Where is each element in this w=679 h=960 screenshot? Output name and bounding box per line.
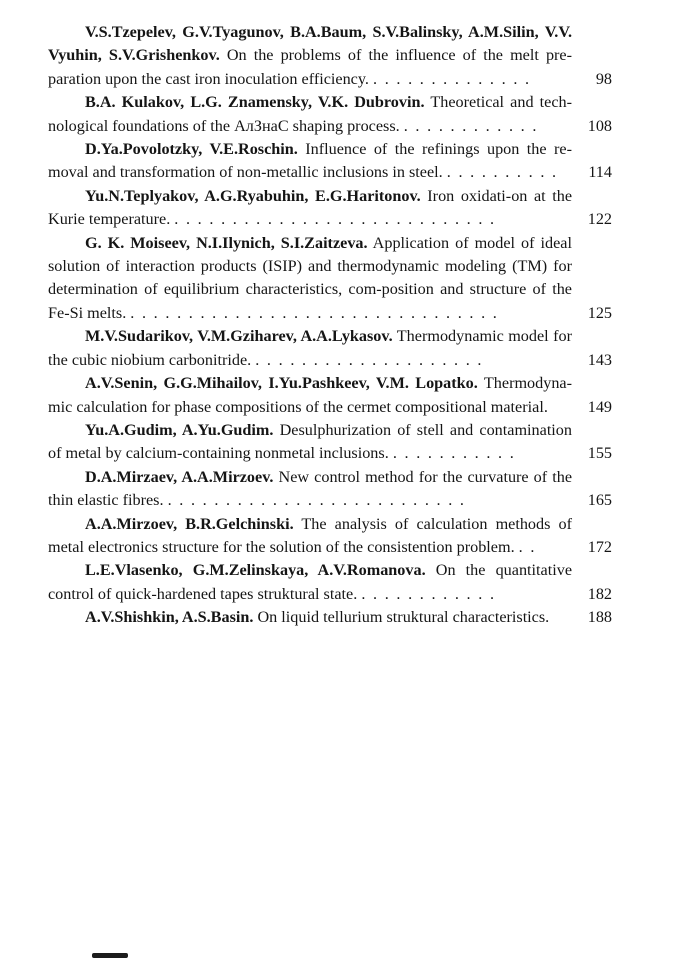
entry-authors: A.V.Shishkin, A.S.Basin.	[85, 608, 254, 627]
toc-entry	[48, 91, 612, 138]
entry-title: Thermodyna-mic calculation for phase compositions of the cermet compositional material.	[48, 374, 573, 416]
entry-text	[48, 91, 572, 138]
toc-entry	[48, 185, 612, 232]
dot-leader: . . . . . . . . . . .	[392, 444, 516, 463]
entry-page-number: 188	[587, 608, 612, 627]
entry-authors: A.V.Senin, G.G.Mihailov, I.Yu.Pashkeev, V.M. Lopatko.	[85, 374, 478, 393]
entry-page-number: 98	[595, 69, 612, 88]
entry-title: New control method for the curvature of the thin elastic fibres.	[48, 467, 573, 510]
entry-title: On liquid tellurium struktural characteristics.	[257, 608, 550, 627]
entry-text	[48, 232, 572, 326]
entry-text	[48, 559, 572, 606]
scan-artifact-mark	[92, 953, 128, 958]
toc-entry	[48, 606, 612, 629]
entry-authors: D.Ya.Povolotzky, V.E.Roschin.	[85, 140, 298, 159]
entry-text	[48, 466, 572, 513]
entry-page-number: 182	[587, 584, 612, 603]
toc-entry	[48, 513, 612, 560]
toc-entry	[48, 466, 612, 513]
entry-authors: M.V.Sudarikov, V.M.Gziharev, A.A.Lykasov.	[85, 327, 393, 346]
entry-title: On the problems of the influence of the melt pre-paration upon the cast iron inoculation efficiency.	[48, 46, 572, 88]
entry-text	[48, 325, 572, 372]
toc-entry	[48, 559, 612, 606]
dot-leader: . . . . . . . . . . . . . . . . . . . . . . . . . .	[167, 491, 466, 510]
entry-authors: L.E.Vlasenko, G.M.Zelinskaya, A.V.Romanova.	[85, 561, 426, 580]
entry-text	[48, 185, 572, 232]
entry-page-number: 143	[587, 350, 612, 369]
table-of-contents	[48, 21, 612, 630]
toc-entry	[48, 325, 612, 372]
entry-title: Iron oxidati-on at the Kurie temperature.	[48, 186, 573, 229]
entry-authors: Yu.A.Gudim, A.Yu.Gudim.	[85, 420, 274, 439]
dot-leader: . . . . . . . . . . . . . . . . . . . . . . . . . . . . . . . .	[130, 303, 499, 322]
entry-title: Desulphurization of stell and contamination of metal by calcium-containing nonmetal inclusions.	[48, 420, 572, 463]
dot-leader: . . . . . . . . . . . . . .	[373, 69, 531, 88]
entry-authors: Yu.N.Teplyakov, A.G.Ryabuhin, E.G.Haritonov.	[85, 186, 421, 205]
dot-leader: . . . . . . . . . .	[446, 163, 558, 182]
toc-entry	[48, 232, 612, 326]
toc-entry	[48, 21, 612, 91]
toc-entry	[48, 419, 612, 466]
entry-title: Influence of the refinings upon the re-moval and transformation of non-metallic inclusions in steel.	[48, 140, 572, 182]
entry-authors: B.A. Kulakov, L.G. Znamensky, V.K. Dubrovin.	[85, 93, 425, 112]
entry-page-number: 114	[588, 163, 612, 182]
entry-authors: G. K. Moiseev, N.I.Ilynich, S.I.Zaitzeva.	[85, 233, 368, 252]
entry-page-number: 108	[587, 116, 612, 135]
dot-leader: . . . . . . . . . . . .	[403, 116, 539, 135]
entry-title: Application of model of ideal solution of interaction products (ISIP) and thermodynamic modeling (TM) for determination of equilibrium characteristics, com-position and structure of the Fe-Si melts.	[48, 233, 572, 322]
dot-leader: . . . . . . . . . . . . . . . . . . . .	[255, 350, 484, 369]
entry-authors: V.S.Tzepelev, G.V.Tyagunov, B.A.Baum, S.V.Balinsky, A.M.Silin, V.V. Vyuhin, S.V.Grishenkov.	[48, 23, 572, 65]
entry-text	[48, 606, 572, 629]
entry-title: On the quantitative control of quick-hardened tapes struktural state.	[48, 561, 573, 603]
entry-page-number: 165	[587, 491, 612, 510]
entry-text	[48, 138, 572, 185]
dot-leader: . . . . . . . . . . . . . . . . . . . . . . . . . . . .	[174, 210, 496, 229]
entry-page-number: 149	[587, 397, 612, 416]
entry-text	[48, 419, 572, 466]
entry-text	[48, 513, 572, 560]
entry-text	[48, 21, 572, 91]
entry-page-number: 122	[587, 210, 612, 229]
entry-authors: D.A.Mirzaev, A.A.Mirzoev.	[85, 467, 274, 486]
dot-leader: . .	[518, 537, 537, 556]
entry-page-number: 172	[587, 537, 612, 556]
entry-title: Theoretical and tech-nological foundations of the АлЗнаС shaping process.	[48, 93, 572, 135]
entry-authors: A.A.Mirzoev, B.R.Gelchinski.	[85, 514, 294, 533]
toc-entry	[48, 138, 612, 185]
toc-entry	[48, 372, 612, 419]
entry-text	[48, 372, 572, 419]
entry-page-number: 155	[587, 444, 612, 463]
entry-title: Thermodynamic model for the cubic niobium carbonitride.	[48, 327, 572, 369]
entry-title: The analysis of calculation methods of metal electronics structure for the solution of the consistention problem.	[48, 514, 572, 556]
dot-leader: . . . . . . . . . . . .	[361, 584, 496, 603]
entry-page-number: 125	[587, 303, 612, 322]
